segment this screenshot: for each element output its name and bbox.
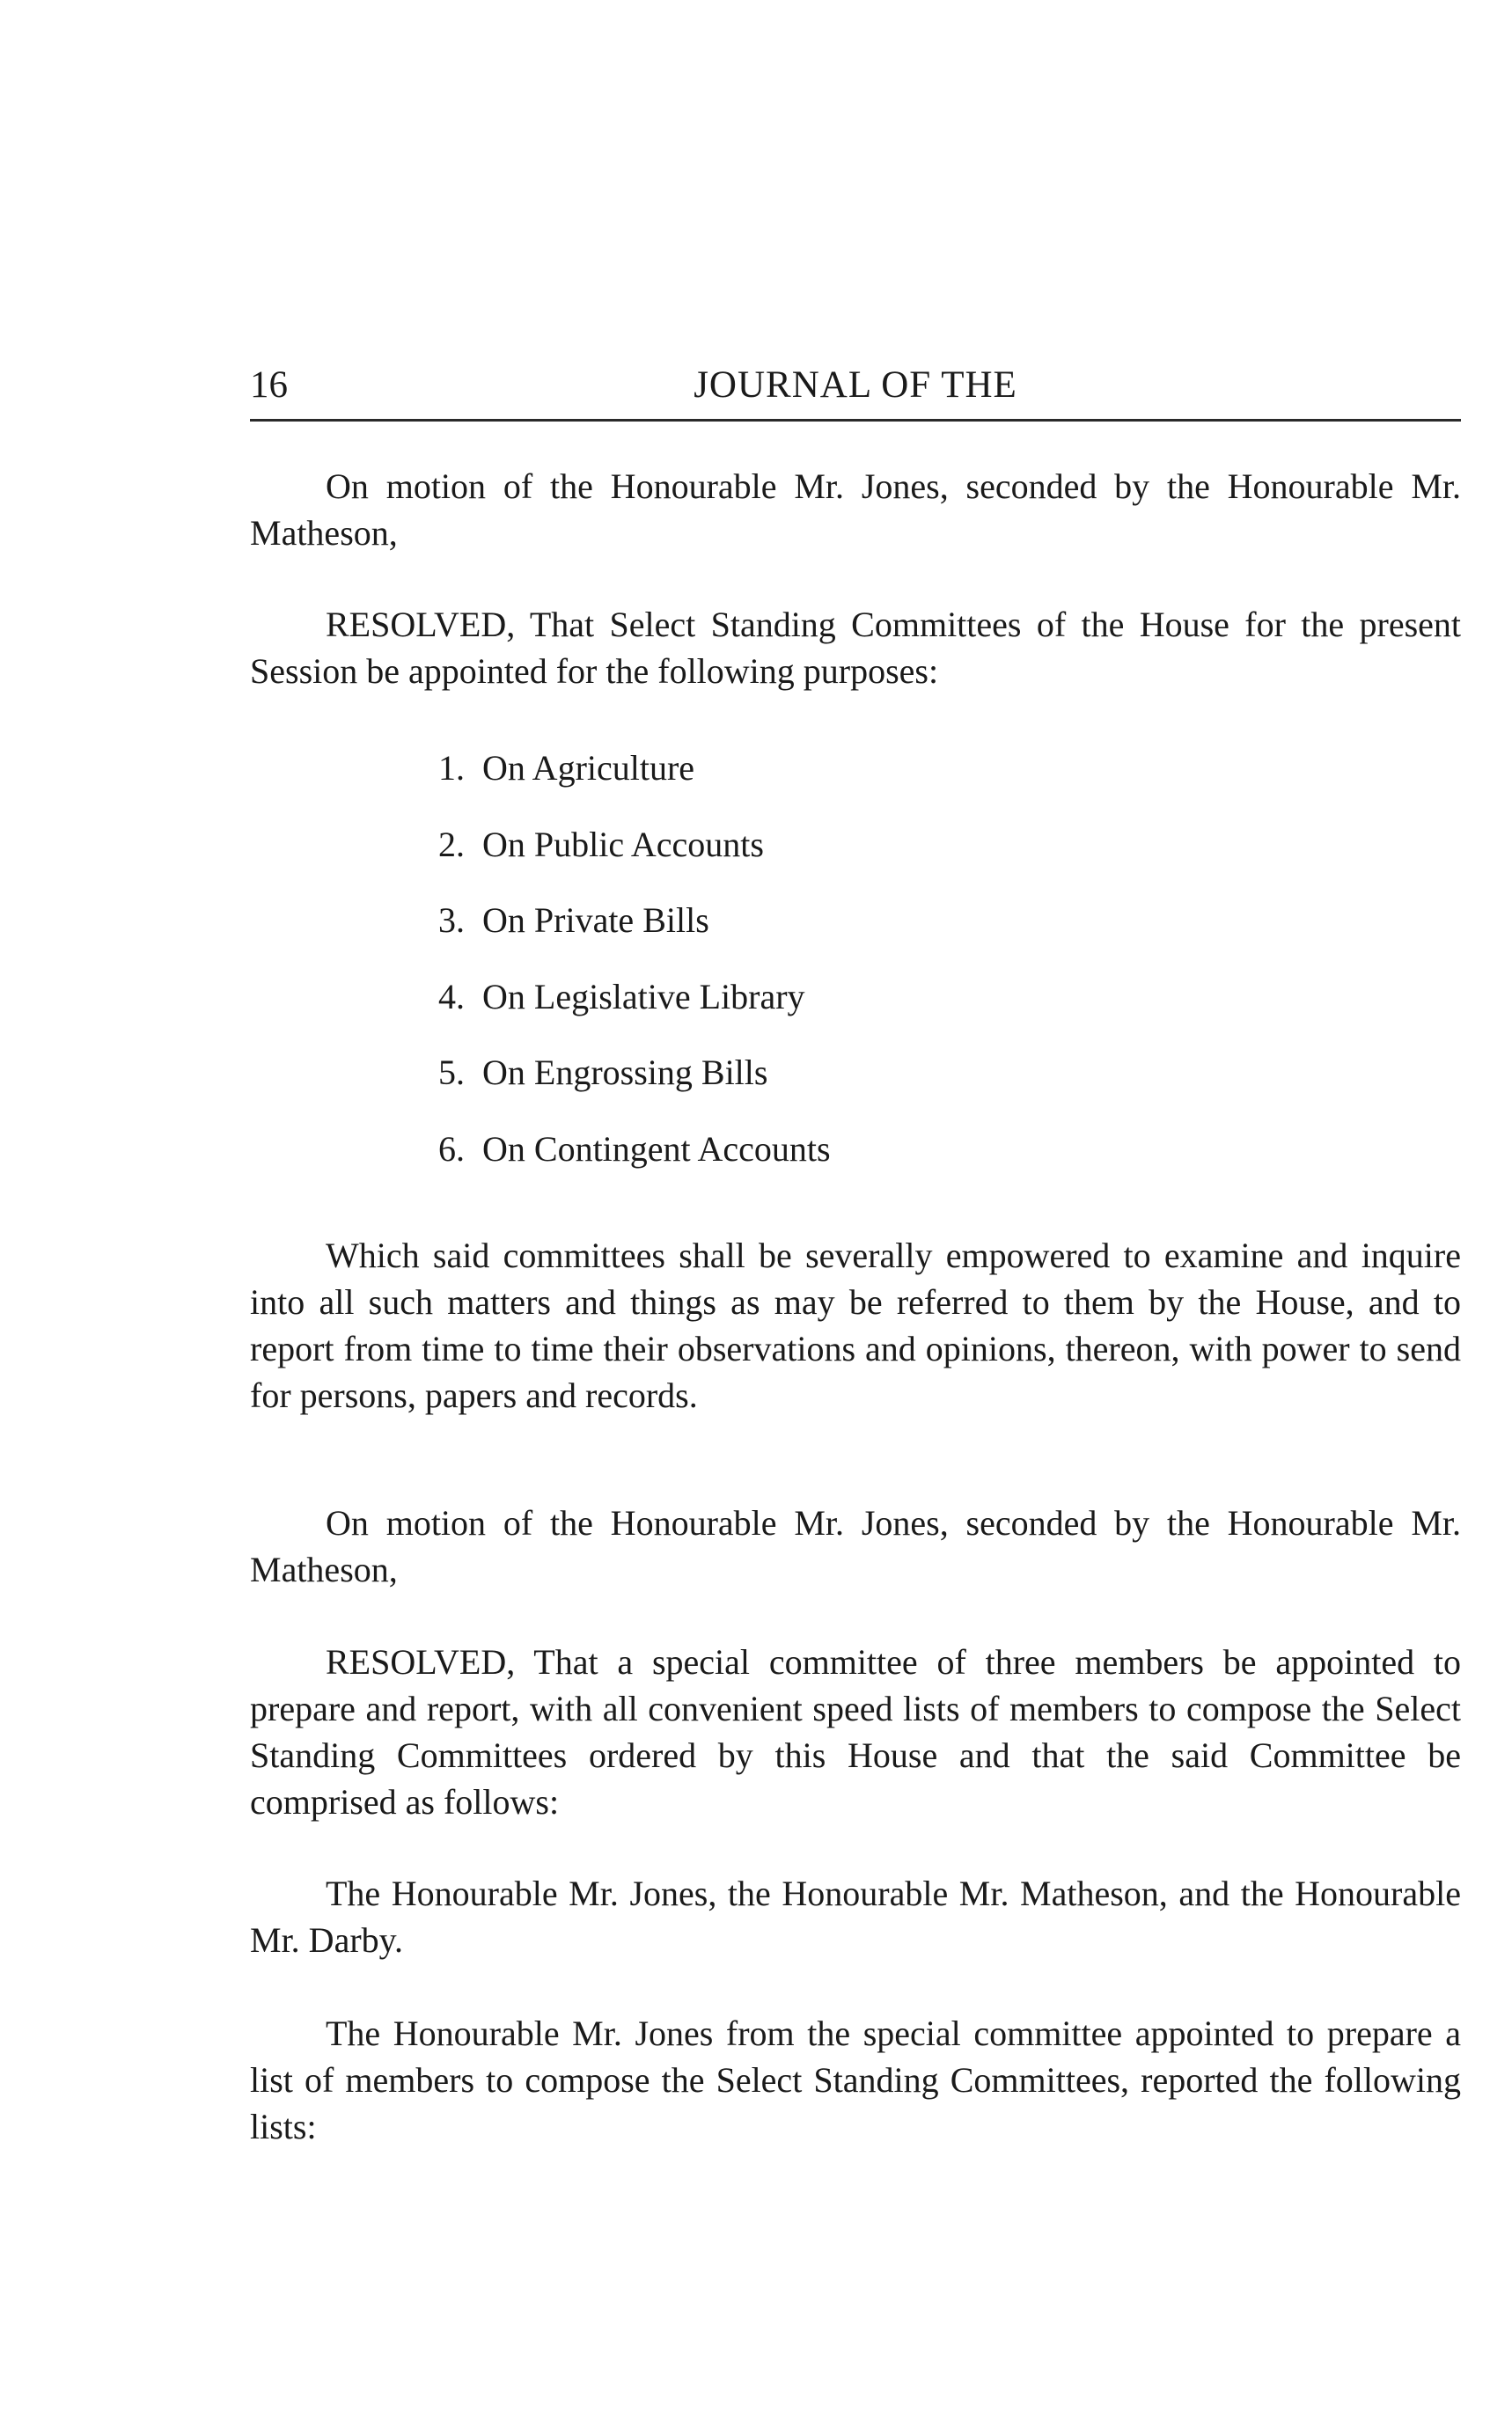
list-item — [392, 1126, 831, 1202]
running-title: JOURNAL OF THE — [694, 364, 1017, 406]
powers-paragraph: Which said committees shall be severally empowered to examine and inquire into all such matters and things as may be referred to them by the House, and to report from time to time their observations and opinions, thereon, with power to send for persons, papers and records. — [250, 1236, 1461, 1415]
list-item-label: On Private Bills — [482, 900, 709, 940]
list-item-label: On Agriculture — [482, 748, 695, 788]
list-item-number: 5. — [438, 1053, 465, 1092]
resolution-paragraph-1: RESOLVED, That Select Standing Committees of the House for the present Session be appointed for the following purposes: — [250, 605, 1461, 691]
list-item — [392, 1049, 831, 1126]
list-item — [392, 821, 831, 898]
header-rule — [250, 419, 1461, 422]
list-item-number: 6. — [438, 1128, 465, 1169]
list-item-number: 3. — [438, 900, 465, 940]
page-header — [250, 359, 1461, 412]
motion-paragraph-2: On motion of the Honourable Mr. Jones, seconded by the Honourable Mr. Matheson, — [250, 1503, 1461, 1589]
list-item-label: On Engrossing Bills — [482, 1053, 768, 1092]
list-item — [392, 897, 831, 973]
list-item-number: 1. — [438, 748, 465, 788]
report-paragraph: The Honourable Mr. Jones from the special committee appointed to prepare a list of members to compose the Select Standing Committees, reported the following lists: — [250, 2014, 1461, 2146]
committee-members-paragraph: The Honourable Mr. Jones, the Honourable Mr. Matheson, and the Honourable Mr. Darby. — [250, 1874, 1461, 1960]
motion-paragraph-1: On motion of the Honourable Mr. Jones, seconded by the Honourable Mr. Matheson, — [250, 466, 1461, 553]
list-item-number: 4. — [438, 976, 465, 1016]
list-item-number: 2. — [438, 824, 465, 864]
list-item — [392, 973, 831, 1050]
list-item-label: On Contingent Accounts — [482, 1128, 831, 1169]
page-number: 16 — [250, 364, 288, 406]
list-item-label: On Legislative Library — [482, 976, 805, 1016]
resolution-paragraph-2: RESOLVED, That a special committee of three members be appointed to prepare and report, with all convenient speed lists of members to compose the Select Standing Committees ordered by this House and that the said Committee be comprised as follows: — [250, 1642, 1461, 1822]
list-item — [392, 745, 831, 821]
committee-list — [392, 745, 831, 1201]
list-item-label: On Public Accounts — [482, 824, 764, 864]
